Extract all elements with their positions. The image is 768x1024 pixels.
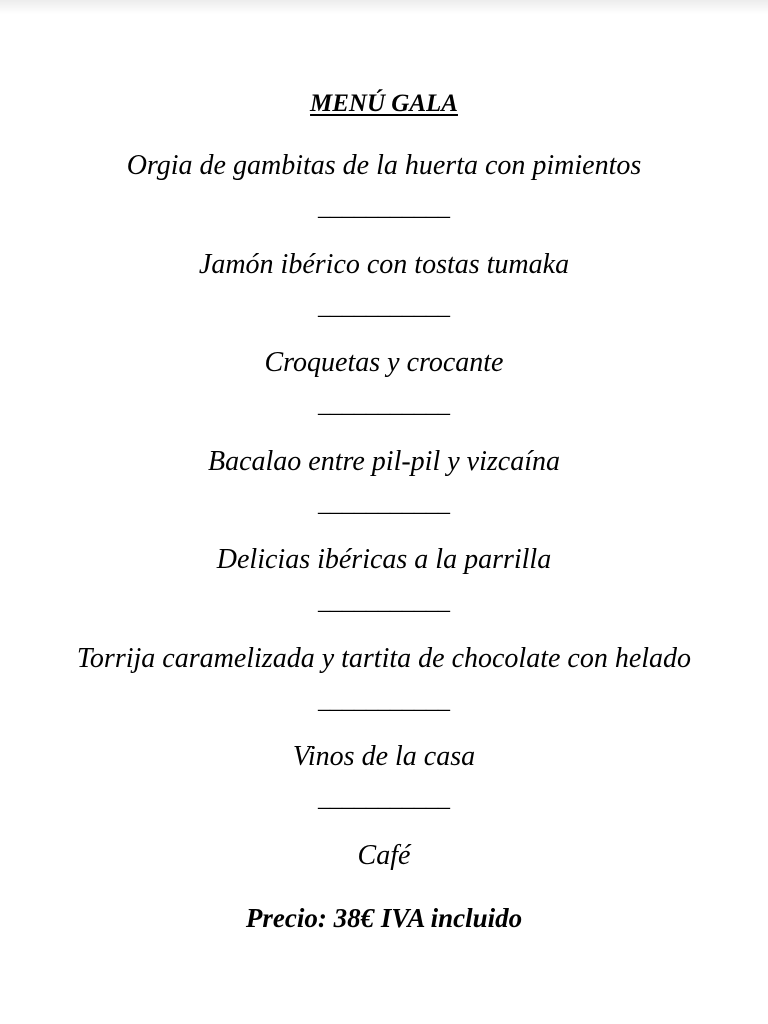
separator-2: ___________ [318,294,450,320]
menu-item-6: Torrija caramelizada y tartita de chocolate con helado [76,643,692,674]
menu-title: MENÚ GALA [310,90,458,117]
menu-item-5: Delicias ibéricas a la parrilla [216,544,552,575]
menu-item-1: Orgia de gambitas de la huerta con pimientos [126,150,642,181]
separator-5: ___________ [318,589,450,615]
menu-item-2: Jamón ibérico con tostas tumaka [198,249,570,280]
separator-1: ___________ [318,195,450,221]
menu-item-8: Café [357,840,411,871]
menu-item-4: Bacalao entre pil-pil y vizcaína [208,446,560,477]
menu-price: Precio: 38€ IVA incluido [245,903,523,933]
separator-3: ___________ [318,392,450,418]
separator-6: ___________ [318,688,450,714]
menu-item-3: Croquetas y crocante [264,347,504,378]
separator-4: ___________ [318,491,450,517]
menu-item-7: Vinos de la casa [292,741,476,772]
separator-7: ___________ [318,786,450,812]
